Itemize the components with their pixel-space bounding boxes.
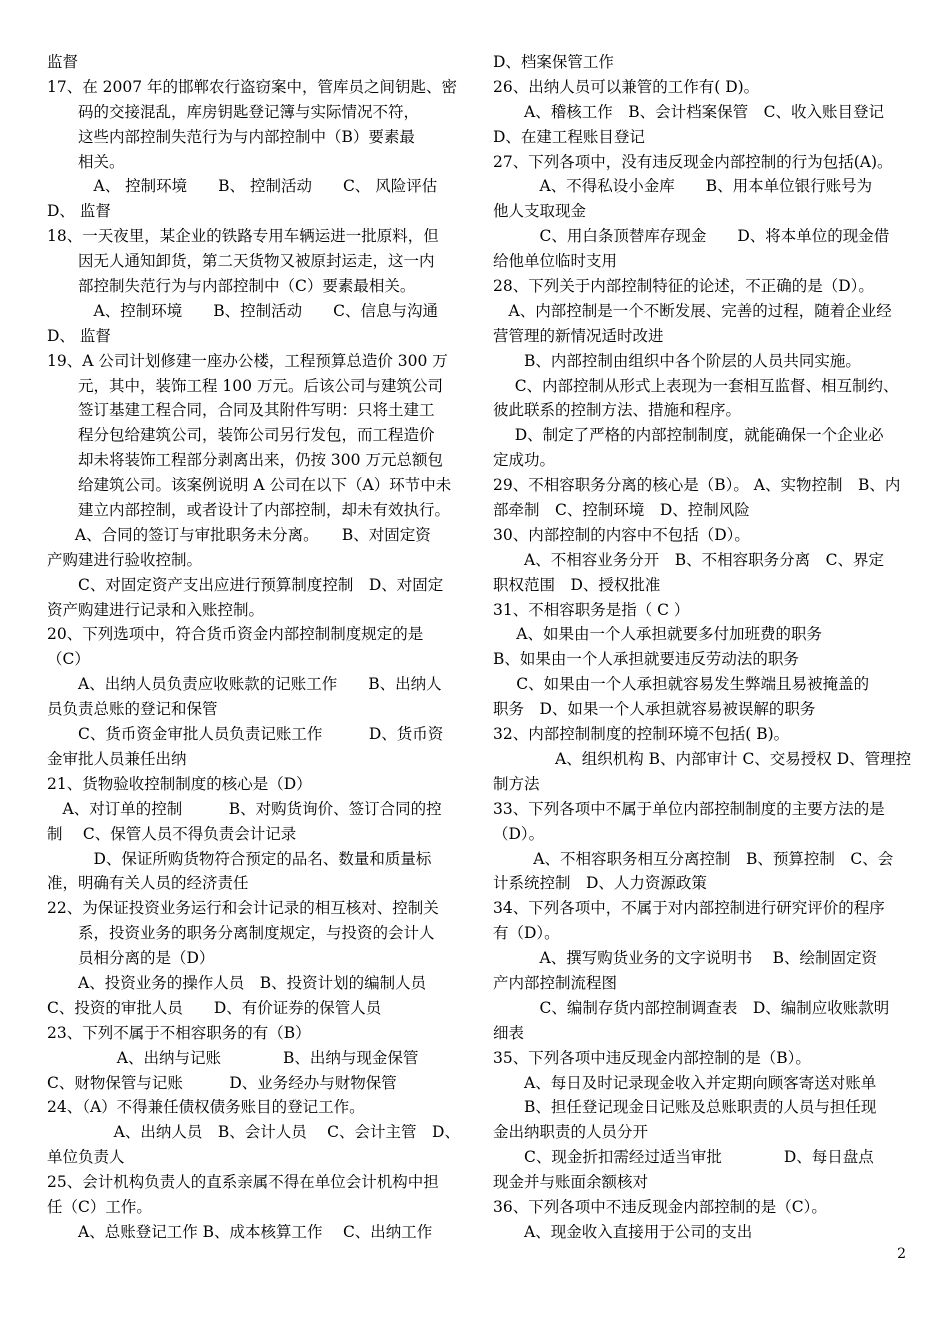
text-line: 员相分离的是（D） bbox=[78, 949, 215, 968]
left-column bbox=[47, 50, 465, 1245]
text-line: 24、（A）不得兼任债权债务账目的登记工作。 bbox=[47, 1098, 365, 1117]
text-line: 却未将装饰工程部分剥离出来，仍按 300 万元总额包 bbox=[78, 451, 443, 470]
text-line: 产购建进行验收控制。 bbox=[47, 550, 203, 569]
text-line: 26、出纳人员可以兼管的工作有( D)。 bbox=[493, 77, 760, 96]
text-line: 33、下列各项中不属于单位内部控制制度的主要方法的是 bbox=[493, 799, 885, 818]
text-line: A、不相容业务分开 B、不相容职务分离 C、界定 bbox=[524, 550, 884, 569]
text-line: 部牵制 C、控制环境 D、控制风险 bbox=[493, 501, 750, 520]
text-line: C、如果由一个人承担就容易发生弊端且易被掩盖的 bbox=[516, 675, 870, 694]
text-line: 22、为保证投资业务运行和会计记录的相互核对、控制关 bbox=[47, 899, 439, 918]
text-line: 21、货物验收控制制度的核心是（D） bbox=[47, 774, 312, 793]
text-line: A、每日及时记录现金收入并定期向顾客寄送对账单 bbox=[524, 1073, 877, 1092]
text-line: 产内部控制流程图 bbox=[493, 973, 618, 992]
text-line: （C） bbox=[47, 650, 90, 669]
text-line: 制 C、保管人员不得负责会计记录 bbox=[47, 824, 297, 843]
text-line: 签订基建工程合同，合同及其附件写明：只将土建工 bbox=[78, 401, 435, 420]
text-line: A、合同的签订与审批职务未分离。 B、对固定资 bbox=[74, 525, 431, 544]
text-line: D、保证所购货物符合预定的品名、数量和质量标 bbox=[93, 849, 432, 868]
text-line: 18、一天夜里，某企业的铁路专用车辆运进一批原料，但 bbox=[47, 227, 439, 246]
text-line: 任（C）工作。 bbox=[47, 1197, 152, 1216]
text-line: 制方法 bbox=[493, 774, 540, 793]
text-line: C、编制存货内部控制调查表 D、编制应收账款明 bbox=[539, 998, 890, 1017]
text-line: C、对固定资产支出应进行预算制度控制 D、对固定 bbox=[78, 575, 444, 594]
text-line: 定成功。 bbox=[493, 451, 556, 470]
text-line: C、投资的审批人员 D、有价证券的保管人员 bbox=[47, 998, 382, 1017]
text-line: 营管理的新情况适时改进 bbox=[493, 326, 664, 345]
text-line: D、 监督 bbox=[47, 202, 111, 221]
text-line: A、出纳人员 B、会计人员 C、会计主管 D、 bbox=[113, 1123, 460, 1142]
text-line: D、在建工程账目登记 bbox=[493, 127, 645, 146]
text-line: A、如果由一个人承担就要多付加班费的职务 bbox=[516, 625, 822, 644]
text-line: A、出纳与记账 B、出纳与现金保管 bbox=[116, 1048, 419, 1067]
text-line: 17、在 2007 年的邯郸农行盗窃案中，管库员之间钥匙、密 bbox=[47, 77, 458, 96]
text-line: 他人支取现金 bbox=[493, 202, 587, 221]
text-line: 25、会计机构负责人的直系亲属不得在单位会计机构中担 bbox=[47, 1173, 439, 1192]
text-line: 职权范围 D、授权批准 bbox=[493, 575, 661, 594]
text-line: 给建筑公司。该案例说明 A 公司在以下（A）环节中未 bbox=[78, 476, 452, 495]
text-line: 20、下列选项中，符合货币资金内部控制制度规定的是 bbox=[47, 625, 424, 644]
text-line: 彼此联系的控制方法、措施和程序。 bbox=[493, 401, 742, 420]
text-line: 31、不相容职务是指（ C ） bbox=[493, 600, 690, 619]
text-line: A、投资业务的操作人员 B、投资计划的编制人员 bbox=[78, 973, 427, 992]
text-line: 员负责总账的登记和保管 bbox=[47, 700, 218, 719]
text-line: 36、下列各项中不违反现金内部控制的是（C）。 bbox=[493, 1197, 827, 1216]
text-line: 给他单位临时支用 bbox=[493, 252, 618, 271]
text-line: A、现金收入直接用于公司的支出 bbox=[524, 1222, 753, 1241]
text-line: 32、内部控制制度的控制环境不包括( B)。 bbox=[493, 725, 790, 744]
text-line: 金出纳职责的人员分开 bbox=[493, 1123, 649, 1142]
text-line: 相关。 bbox=[78, 152, 125, 171]
text-line: A、 控制环境 B、 控制活动 C、 风险评估 bbox=[93, 177, 438, 196]
text-line: D、制定了严格的内部控制制度，就能确保一个企业必 bbox=[514, 426, 884, 445]
text-line: A、总账登记工作 B、成本核算工作 C、出纳工作 bbox=[78, 1222, 433, 1241]
text-line: 28、下列关于内部控制特征的论述，不正确的是（D）。 bbox=[493, 277, 874, 296]
text-line: A、内部控制是一个不断发展、完善的过程，随着企业经 bbox=[508, 301, 892, 320]
text-line: 部控制失范行为与内部控制中（C）要素最相关。 bbox=[78, 277, 416, 296]
text-line: 职务 D、如果一个人承担就容易被误解的职务 bbox=[493, 700, 816, 719]
text-line: A、撰写购货业务的文字说明书 B、绘制固定资 bbox=[539, 949, 878, 968]
text-line: A、对订单的控制 B、对购货询价、签订合同的控 bbox=[62, 799, 442, 818]
text-line: A、组织机构 B、内部审计 C、交易授权 D、管理控 bbox=[555, 749, 912, 768]
text-line: （D）。 bbox=[493, 824, 545, 843]
text-line: 这些内部控制失范行为与内部控制中（B）要素最 bbox=[78, 127, 415, 146]
text-line: C、货币资金审批人员负责记账工作 D、货币资 bbox=[78, 725, 444, 744]
text-line: A、控制环境 B、控制活动 C、信息与沟通 bbox=[93, 301, 438, 320]
text-line: 23、下列不属于不相容职务的有（B） bbox=[47, 1023, 311, 1042]
text-line: 因无人通知卸货，第二天货物又被原封运走，这一内 bbox=[78, 252, 435, 271]
text-line: B、如果由一个人承担就要违反劳动法的职务 bbox=[493, 650, 799, 669]
text-line: 34、下列各项中，不属于对内部控制进行研究评价的程序 bbox=[493, 899, 885, 918]
text-line: 准，明确有关人员的经济责任 bbox=[47, 874, 249, 893]
text-line: C、财物保管与记账 D、业务经办与财物保管 bbox=[47, 1073, 397, 1092]
text-line: D、 监督 bbox=[47, 326, 111, 345]
text-line: A、不得私设小金库 B、用本单位银行账号为 bbox=[539, 177, 873, 196]
text-line: C、现金折扣需经过适当审批 D、每日盘点 bbox=[524, 1148, 874, 1167]
text-line: 监督 bbox=[47, 53, 79, 71]
text-line: 35、下列各项中违反现金内部控制的是（B）。 bbox=[493, 1048, 811, 1067]
text-line: C、内部控制从形式上表现为一套相互监督、相互制约、 bbox=[514, 376, 899, 395]
text-line: 资产购建进行记录和入账控制。 bbox=[47, 600, 265, 619]
text-line: A、不相容职务相互分离控制 B、预算控制 C、会 bbox=[533, 849, 894, 868]
text-line: 有（D）。 bbox=[493, 924, 560, 943]
text-line: 元，其中，装饰工程 100 万元。后该公司与建筑公司 bbox=[78, 376, 443, 395]
text-line: B、内部控制由组织中各个阶层的人员共同实施。 bbox=[524, 351, 861, 370]
text-line: 码的交接混乱，库房钥匙登记簿与实际情况不符， bbox=[78, 102, 420, 121]
text-line: 程分包给建筑公司，装饰公司另行发包，而工程造价 bbox=[78, 426, 435, 445]
text-line: A、稽核工作 B、会计档案保管 C、收入账目登记 bbox=[524, 102, 884, 121]
text-line: A、出纳人员负责应收账款的记账工作 B、出纳人 bbox=[78, 675, 442, 694]
page-number: 2 bbox=[897, 1246, 906, 1262]
text-line: 系，投资业务的职务分离制度规定，与投资的会计人 bbox=[78, 924, 435, 943]
text-line: 建立内部控制，或者设计了内部控制，却未有效执行。 bbox=[78, 501, 451, 520]
text-line: 细表 bbox=[493, 1023, 525, 1042]
text-line: 27、下列各项中，没有违反现金内部控制的行为包括(A)。 bbox=[493, 152, 893, 171]
text-line: 29、不相容职务分离的核心是（B）。 A、实物控制 B、内 bbox=[493, 476, 901, 495]
text-line: D、档案保管工作 bbox=[493, 53, 614, 71]
text-line: B、担任登记现金日记账及总账职责的人员与担任现 bbox=[524, 1098, 877, 1117]
text-line: 金审批人员兼任出纳 bbox=[47, 749, 187, 768]
text-line: 19、A 公司计划修建一座办公楼，工程预算总造价 300 万 bbox=[47, 351, 448, 370]
text-line: 30、内部控制的内容中不包括（D）。 bbox=[493, 525, 750, 544]
text-line: 单位负责人 bbox=[47, 1148, 125, 1167]
text-line: 现金并与账面余额核对 bbox=[493, 1173, 649, 1192]
text-line: C、用白条顶替库存现金 D、将本单位的现金借 bbox=[539, 227, 890, 246]
right-column bbox=[493, 50, 913, 1245]
text-line: 计系统控制 D、人力资源政策 bbox=[493, 874, 707, 893]
